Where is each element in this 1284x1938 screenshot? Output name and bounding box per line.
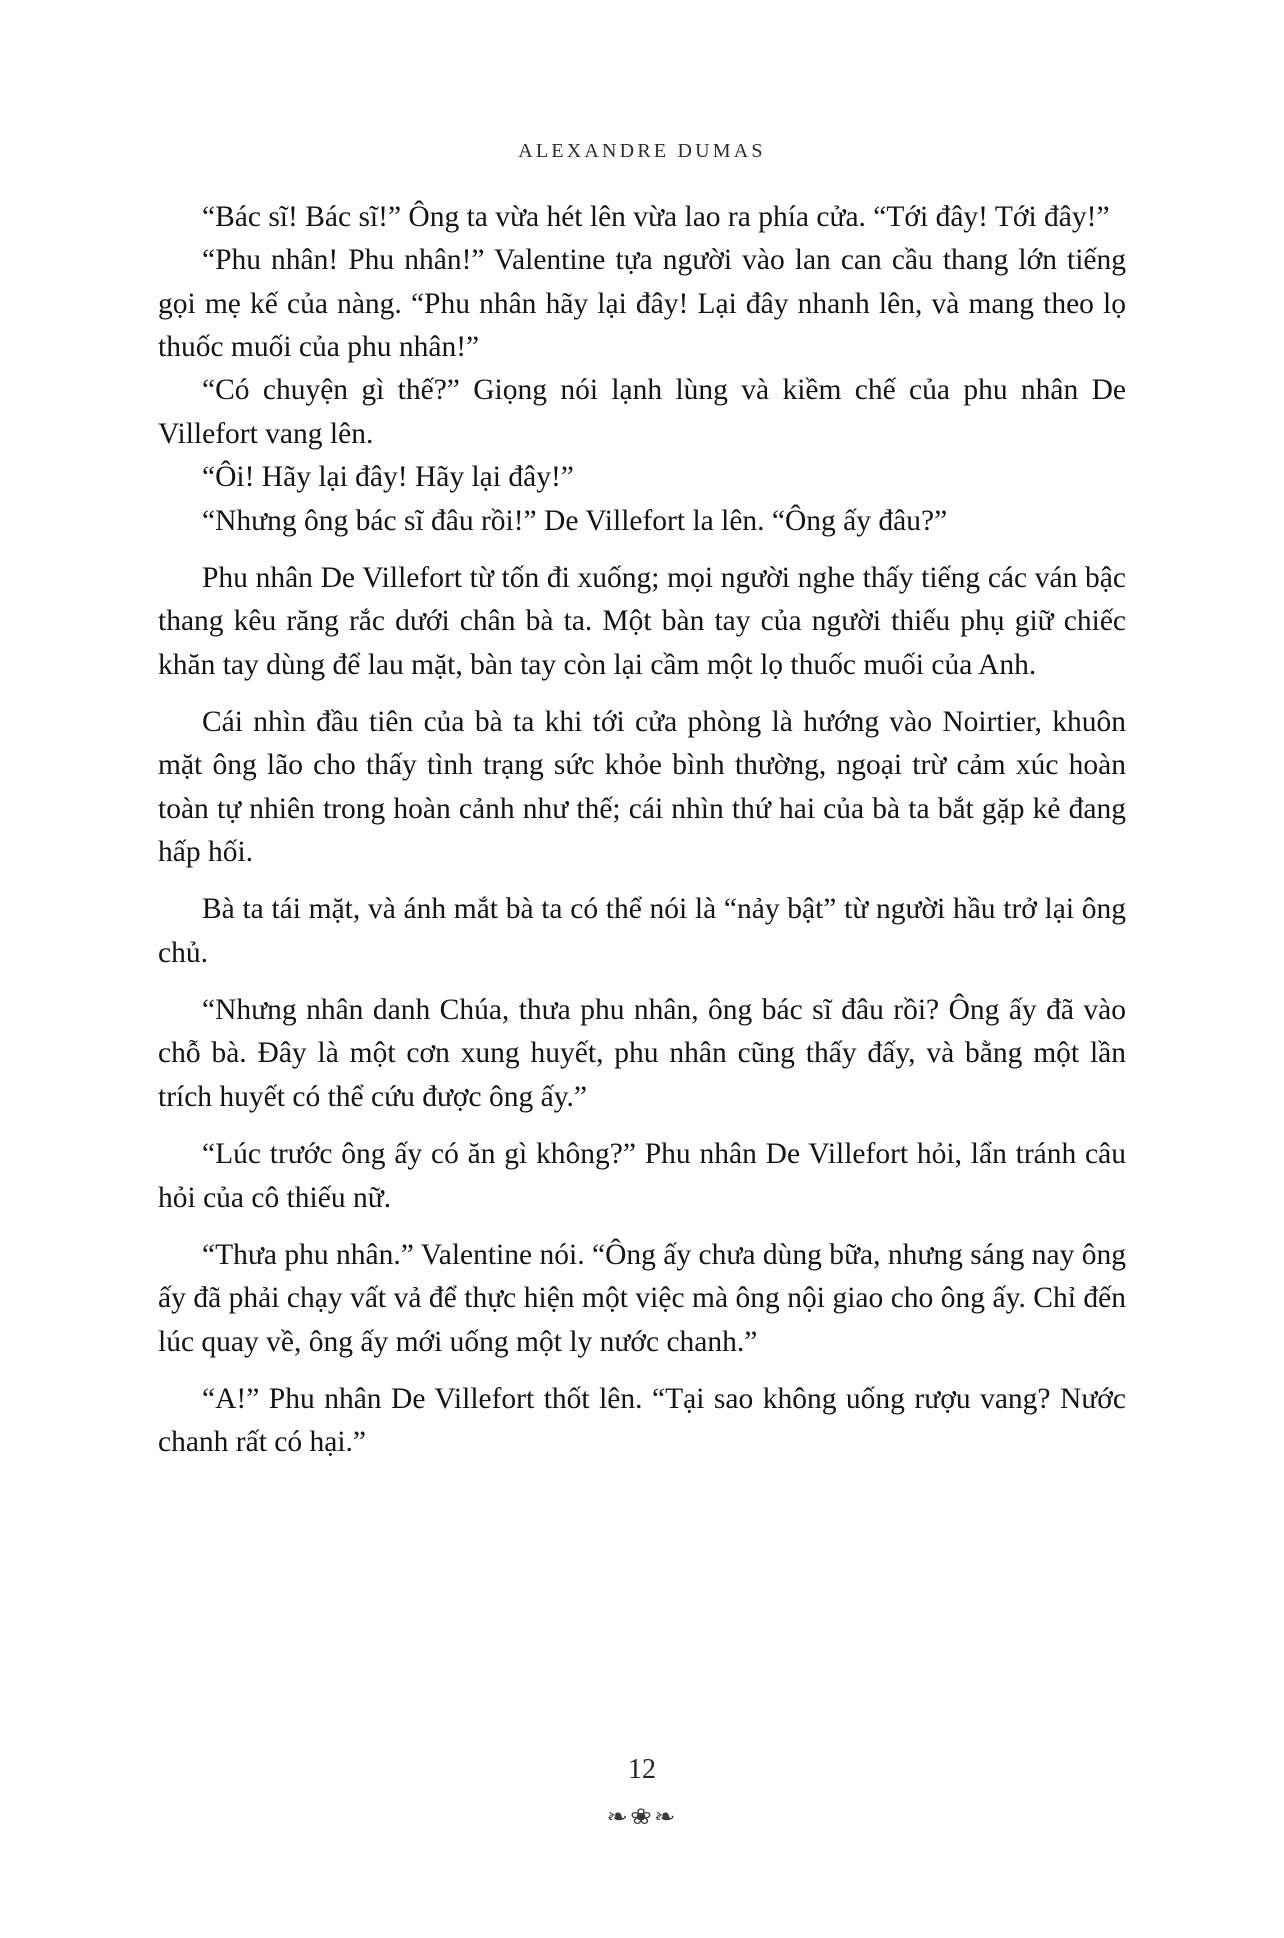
paragraph: “A!” Phu nhân De Villefort thốt lên. “Tại sao không uống rượu vang? Nước chanh rất có hại.”	[158, 1382, 1126, 1459]
body-text	[158, 196, 1126, 1465]
ornament-glyphs: ❧❀❧	[606, 1804, 678, 1829]
paragraph: “Thưa phu nhân.” Valentine nói. “Ông ấy chưa dùng bữa, nhưng sáng nay ông ấy đã phải chạy vất vả để thực hiện một việc mà ông nội giao cho ông ấy. Chỉ đến lúc quay về, ông ấy mới uống một ly nước chanh.”	[158, 1238, 1126, 1358]
page-number: 12	[628, 1754, 656, 1785]
paragraph: “Ôi! Hãy lại đây! Hãy lại đây!”	[202, 461, 574, 494]
paragraph: Cái nhìn đầu tiên của bà ta khi tới cửa phòng là hướng vào Noirtier, khuôn mặt ông lão cho thấy tình trạng sức khỏe bình thường, ngoại trừ cảm xúc hoàn toàn tự nhiên trong hoàn cảnh như thế; cái nhìn thứ hai của bà ta bắt gặp kẻ đang hấp hối.	[158, 705, 1126, 869]
paragraph: Bà ta tái mặt, và ánh mắt bà ta có thể nói là “nảy bật” từ người hầu trở lại ông chủ.	[158, 893, 1126, 969]
paragraph: “Lúc trước ông ấy có ăn gì không?” Phu nhân De Villefort hỏi, lẩn tránh câu hỏi của cô thiếu nữ.	[158, 1138, 1126, 1214]
paragraph: Phu nhân De Villefort từ tốn đi xuống; mọi người nghe thấy tiếng các ván bậc thang kêu răng rắc dưới chân bà ta. Một bàn tay của người thiếu phụ giữ chiếc khăn tay dùng để lau mặt, bàn tay còn lại cầm một lọ thuốc muối của Anh.	[158, 561, 1126, 681]
paragraph: “Nhưng nhân danh Chúa, thưa phu nhân, ông bác sĩ đâu rồi? Ông ấy đã vào chỗ bà. Đây là một cơn xung huyết, phu nhân cũng thấy đấy, và bằng một lần trích huyết có thể cứu được ông ấy.”	[158, 994, 1126, 1113]
ornament-divider	[0, 1804, 1284, 1830]
paragraph: “Nhưng ông bác sĩ đâu rồi!” De Villefort la lên. “Ông ấy đâu?”	[202, 504, 948, 537]
paragraph: “Bác sĩ! Bác sĩ!” Ông ta vừa hét lên vừa lao ra phía cửa. “Tới đây! Tới đây!”	[202, 201, 1110, 233]
paragraph: “Phu nhân! Phu nhân!” Valentine tựa người vào lan can cầu thang lớn tiếng gọi mẹ kế của nàng. “Phu nhân hãy lại đây! Lại đây nhanh lên, và mang theo lọ thuốc muối của phu nhân!”	[158, 244, 1126, 364]
paragraph: “Có chuyện gì thế?” Giọng nói lạnh lùng và kiềm chế của phu nhân De Villefort vang lên.	[158, 374, 1126, 450]
running-head: ALEXANDRE DUMAS	[518, 140, 766, 162]
